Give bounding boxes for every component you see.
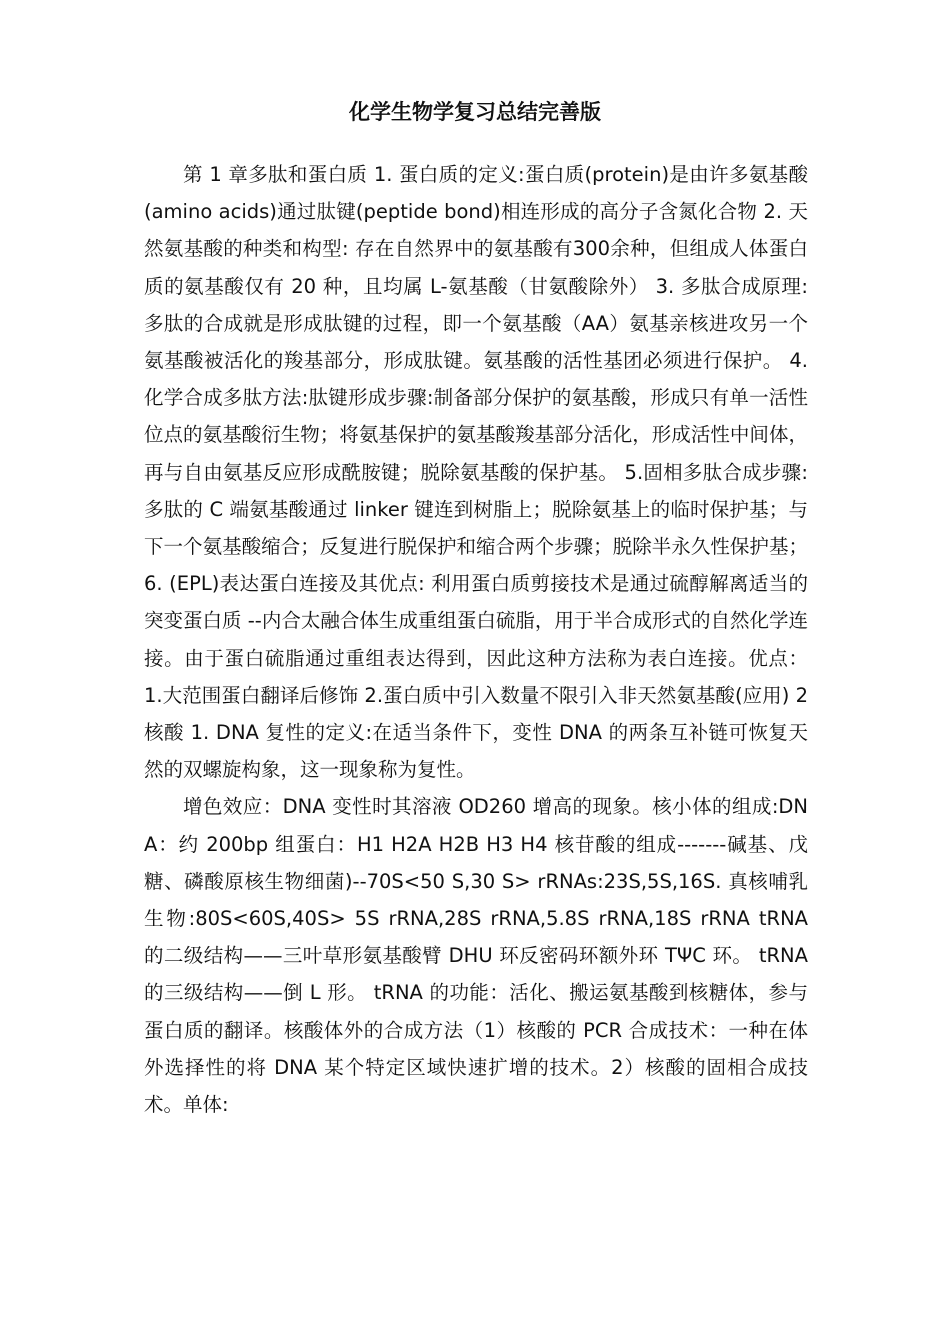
document-body	[144, 156, 808, 1123]
paragraph-2: 增色效应：DNA 变性时其溶液 OD260 增高的现象。核小体的组成:DNA：约 200bp 组蛋白：H1 H2A H2B H3 H4 核苷酸的组成-------碱基、戊糖、磷酸原核生物细菌)--70S<50 S,30 S> rRNAs:23S,5S,16S. 真核哺乳生物:80S<60S,40S> 5S rRNA,28S rRNA,5.8S rRNA,18S rRNA tRNA 的二级结构——三叶草形氨基酸臂 DHU 环反密码环额外环 TΨC 环。 tRNA 的三级结构——倒 L 形。 tRNA 的功能：活化、搬运氨基酸到核糖体，参与蛋白质的翻译。核酸体外的合成方法（1）核酸的 PCR 合成技术：一种在体外选择性的将 DNA 某个特定区域快速扩增的技术。2）核酸的固相合成技术。单体:	[144, 795, 808, 1117]
paragraph-1: 第 1 章多肽和蛋白质 1. 蛋白质的定义:蛋白质(protein)是由许多氨基酸(amino acids)通过肽键(peptide bond)相连形成的高分子含氮化合物 2. 天然氨基酸的种类和构型: 存在自然界中的氨基酸有300余种，但组成人体蛋白质的氨基酸仅有 20 种，且均属 L-氨基酸（甘氨酸除外） 3. 多肽合成原理: 多肽的合成就是形成肽键的过程，即一个氨基酸（AA）氨基亲核进攻另一个氨基酸被活化的羧基部分，形成肽键。氨基酸的活性基团必须进行保护。 4. 化学合成多肽方法:肽键形成步骤:制备部分保护的氨基酸，形成只有单一活性位点的氨基酸衍生物；将氨基保护的氨基酸羧基部分活化，形成活性中间体，再与自由氨基反应形成酰胺键；脱除氨基酸的保护基。 5.固相多肽合成步骤: 多肽的 C 端氨基酸通过 linker 键连到树脂上；脱除氨基上的临时保护基；与下一个氨基酸缩合；反复进行脱保护和缩合两个步骤；脱除半永久性保护基； 6. (EPL)表达蛋白连接及其优点: 利用蛋白质剪接技术是通过硫醇解离适当的突变蛋白质 --内合太融合体生成重组蛋白硫脂，用于半合成形式的自然化学连接。由于蛋白硫脂通过重组表达得到，因此这种方法称为表白连接。优点： 1.大范围蛋白翻译后修饰 2.蛋白质中引入数量不限引入非天然氨基酸(应用) 2 核酸 1. DNA 复性的定义:在适当条件下，变性 DNA 的两条互补链可恢复天然的双螺旋构象，这一现象称为复性。	[144, 163, 808, 782]
document-title: 化学生物学复习总结完善版	[349, 100, 601, 124]
